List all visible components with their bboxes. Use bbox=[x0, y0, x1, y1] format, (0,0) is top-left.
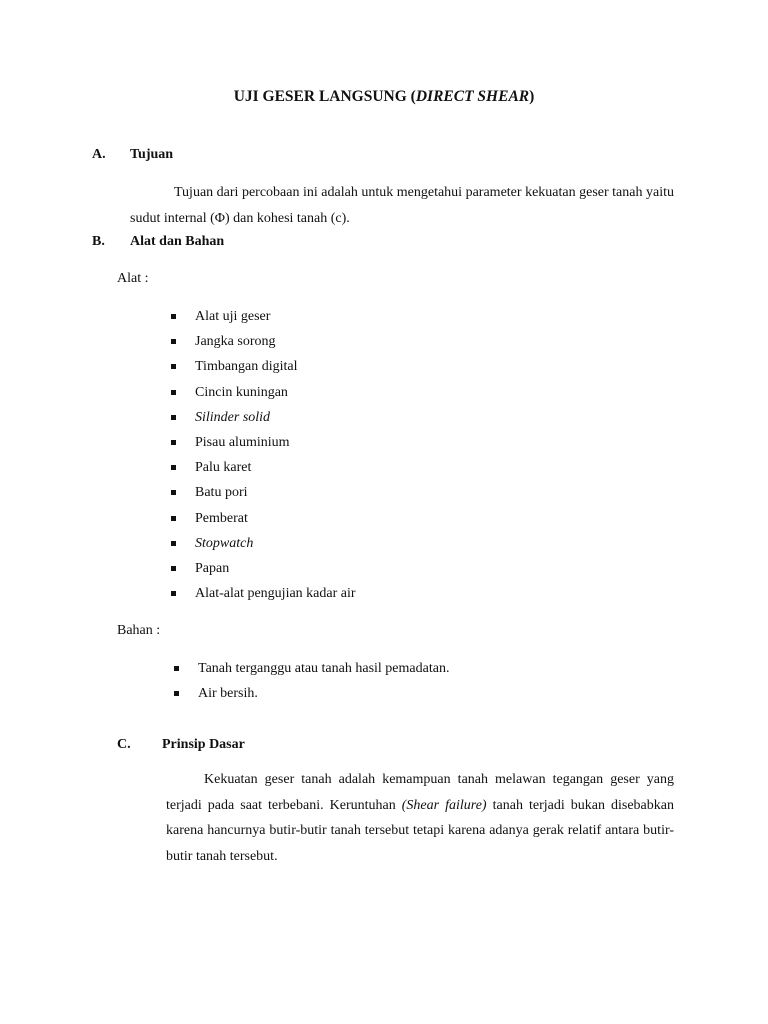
section-c-text-1: Kekuatan geser tanah adalah kemampuan tanah melawan tegangan geser yang terjadi pada saat terbebani. Keruntuhan bbox=[166, 772, 674, 813]
list-item: Pemberat bbox=[171, 506, 356, 531]
bullet-icon bbox=[171, 390, 176, 395]
section-c-heading: Prinsip Dasar bbox=[162, 737, 245, 752]
section-c-paragraph bbox=[166, 767, 674, 869]
bullet-icon bbox=[174, 666, 179, 671]
bullet-icon bbox=[171, 440, 176, 445]
section-a-letter: A. bbox=[92, 147, 106, 162]
list-item: Palu karet bbox=[171, 455, 356, 480]
alat-list bbox=[171, 304, 356, 606]
alat-label: Alat : bbox=[117, 271, 149, 286]
section-b-letter: B. bbox=[92, 234, 105, 249]
bullet-icon bbox=[171, 490, 176, 495]
bullet-icon bbox=[171, 314, 176, 319]
section-c-letter: C. bbox=[117, 737, 131, 752]
bullet-icon bbox=[171, 566, 176, 571]
list-item: Silinder solid bbox=[171, 405, 356, 430]
bullet-icon bbox=[171, 541, 176, 546]
bullet-icon bbox=[171, 364, 176, 369]
list-item: Cincin kuningan bbox=[171, 380, 356, 405]
list-item: Stopwatch bbox=[171, 531, 356, 556]
list-item: Tanah terganggu atau tanah hasil pemadatan. bbox=[174, 656, 449, 681]
section-a-heading: Tujuan bbox=[130, 147, 174, 162]
bullet-icon bbox=[171, 591, 176, 596]
section-a-paragraph-text: Tujuan dari percobaan ini adalah untuk mengetahui parameter kekuatan geser tanah yaitu sudut internal (Φ) dan kohesi tanah (c). bbox=[130, 185, 674, 226]
list-item: Alat-alat pengujian kadar air bbox=[171, 581, 356, 606]
list-item: Pisau aluminium bbox=[171, 430, 356, 455]
title-close: ) bbox=[529, 88, 535, 105]
title-main: UJI GESER LANGSUNG ( bbox=[233, 88, 416, 105]
list-item: Alat uji geser bbox=[171, 304, 356, 329]
section-a-paragraph bbox=[130, 180, 674, 231]
bullet-icon bbox=[171, 516, 176, 521]
list-item: Timbangan digital bbox=[171, 354, 356, 379]
list-item: Air bersih. bbox=[174, 681, 449, 706]
document-title bbox=[0, 88, 768, 106]
section-c-text-2: tanah terjadi bukan disebabkan karena hancurnya butir-butir tanah tersebut tetapi karena adanya gerak relatif antara butir-butir tanah tersebut. bbox=[166, 797, 674, 864]
bullet-icon bbox=[171, 465, 176, 470]
list-item: Papan bbox=[171, 556, 356, 581]
bahan-label: Bahan : bbox=[117, 623, 161, 638]
title-italic: DIRECT SHEAR bbox=[415, 88, 530, 105]
bahan-list bbox=[174, 656, 449, 706]
section-c-italic: (Shear failure) bbox=[401, 797, 487, 813]
list-item: Batu pori bbox=[171, 480, 356, 505]
bullet-icon bbox=[171, 415, 176, 420]
list-item: Jangka sorong bbox=[171, 329, 356, 354]
bullet-icon bbox=[171, 339, 176, 344]
section-b-heading: Alat dan Bahan bbox=[130, 234, 225, 249]
bullet-icon bbox=[174, 691, 179, 696]
